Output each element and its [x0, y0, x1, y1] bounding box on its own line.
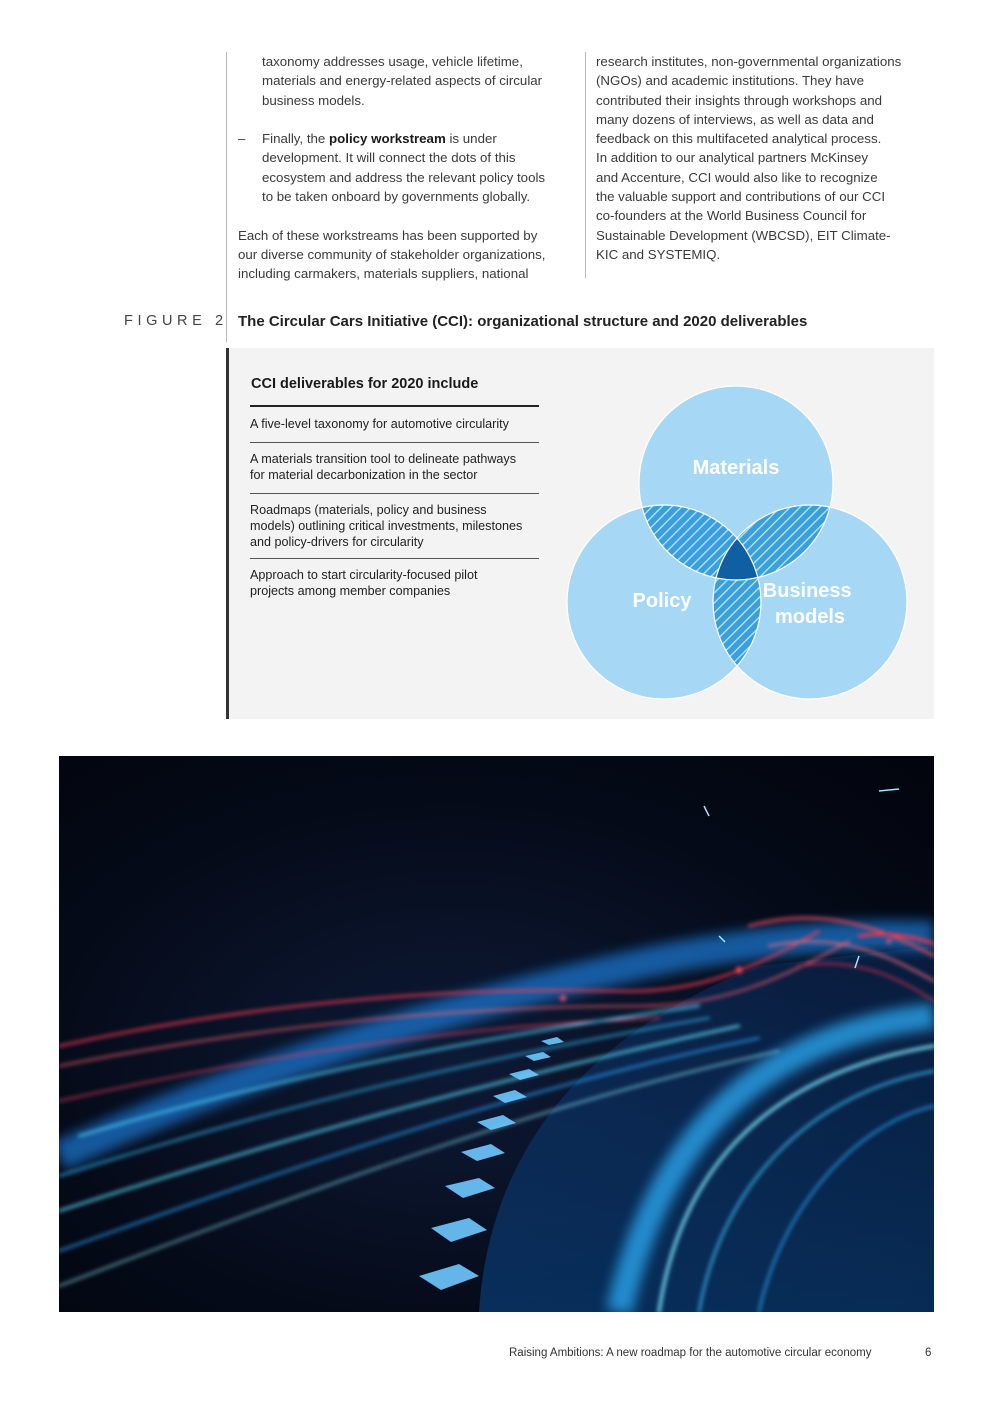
body-line: In addition to our analytical partners McKinsey — [596, 150, 868, 166]
deliverable-line: Roadmaps (materials, policy and business — [250, 503, 487, 517]
deliverable-item — [250, 416, 539, 432]
page-footer — [509, 1347, 871, 1359]
body-line: taxonomy addresses usage, vehicle lifetime, — [262, 54, 523, 69]
body-line: KIC and SYSTEMIQ. — [596, 246, 721, 262]
deliverable-line: A five-level taxonomy for automotive circularity — [250, 417, 509, 431]
deliverables-heading: CCI deliverables for 2020 include — [251, 376, 479, 392]
deliverables-heading-rule — [250, 405, 539, 407]
footer-title-bold: Raising Ambitions: — [509, 1347, 604, 1359]
body-line: including carmakers, materials suppliers, national — [238, 266, 529, 282]
deliverable-line: A materials transition tool to delineate pathways — [250, 452, 517, 466]
body-right-column — [596, 52, 934, 264]
body-line: feedback on this multifaceted analytical process. — [596, 131, 882, 147]
body-line: co-founders at the World Business Council for — [596, 208, 867, 224]
light-trails-road-photo — [59, 756, 934, 1312]
body-line: Sustainable Development (WBCSD), EIT Climate- — [596, 227, 891, 243]
body-line: ecosystem and address the relevant policy tools — [262, 169, 546, 185]
deliverable-line: models) outlining critical investments, milestones — [250, 519, 523, 534]
deliverable-divider — [250, 442, 539, 443]
figure-title: The Circular Cars Initiative (CCI): organizational structure and 2020 deliverables — [238, 313, 808, 330]
body-text: Finally, the — [262, 131, 330, 147]
body-line: materials and energy-related aspects of circular — [262, 73, 543, 89]
deliverable-line: for material decarbonization in the sector — [250, 468, 478, 483]
materials-label: Materials — [692, 457, 780, 479]
deliverable-line: Approach to start circularity-focused pilot — [250, 568, 478, 582]
column-divider-rule — [585, 52, 586, 278]
deliverable-item — [250, 567, 539, 599]
body-line: contributed their insights through workshops and — [596, 92, 883, 108]
policy-workstream-term: policy workstream — [329, 131, 446, 147]
business-models-label-line: Business — [762, 580, 852, 602]
cci-venn-diagram — [560, 380, 916, 710]
left-margin-rule — [226, 52, 227, 342]
body-line: our diverse community of stakeholder organizations, — [238, 246, 546, 262]
footer-title: A new roadmap for the automotive circular economy — [603, 1347, 872, 1359]
body-line: development. It will connect the dots of this — [262, 150, 516, 166]
body-line: to be taken onboard by governments globally. — [262, 189, 531, 205]
deliverable-divider — [250, 558, 539, 559]
body-line: (NGOs) and academic institutions. They have — [596, 73, 865, 89]
body-line: and Accenture, CCI would also like to recognize — [596, 169, 878, 185]
deliverable-item — [250, 502, 539, 551]
policy-workstream-bullet — [238, 129, 578, 206]
body-line: business models. — [262, 92, 365, 108]
business-models-label-line: models — [774, 606, 846, 628]
body-line: the valuable support and contributions of our CCI — [596, 189, 886, 205]
figure-label: FIGURE 2 — [124, 313, 228, 329]
deliverable-line: and policy-drivers for circularity — [250, 535, 424, 550]
deliverable-item — [250, 451, 539, 483]
body-line: Each of these workstreams has been supported by — [238, 227, 538, 243]
deliverable-divider — [250, 493, 539, 494]
deliverable-line: projects among member companies — [250, 584, 451, 599]
body-line: research institutes, non-governmental organizations — [596, 54, 902, 69]
body-left-column — [238, 52, 578, 284]
body-text: is under — [445, 131, 497, 147]
bullet-dash: – — [238, 131, 246, 147]
body-line: many dozens of interviews, as well as data and — [596, 111, 874, 127]
page-number: 6 — [925, 1347, 932, 1359]
policy-label: Policy — [632, 590, 692, 612]
